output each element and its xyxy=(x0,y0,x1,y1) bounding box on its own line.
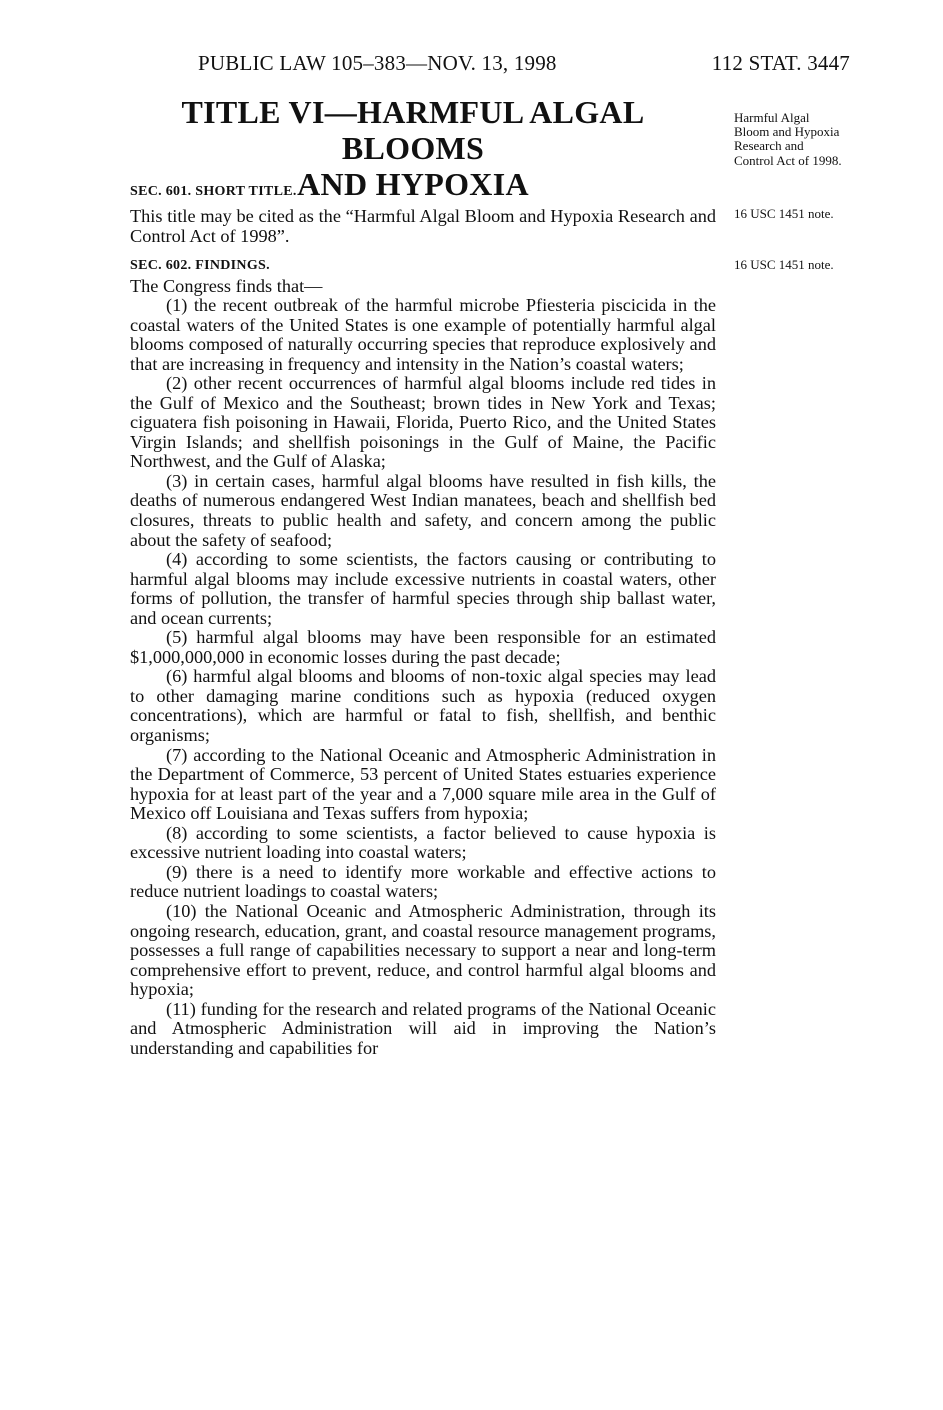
findings-intro: The Congress finds that— xyxy=(130,276,323,296)
finding-4: (4) according to some scientists, the factors causing or contributing to harmful algal blooms may include excessive nutrients in coastal waters, other forms of pollution, the transfer of harmful species through ship ballast water, and ocean currents; xyxy=(130,549,716,628)
finding-6: (6) harmful algal blooms and blooms of non-toxic algal species may lead to other damaging marine conditions such as hypoxia (reduced oxygen concentrations), which are harmful or fatal to fish, shellfish, and benthic organisms; xyxy=(130,666,716,746)
title-line-1: TITLE VI—HARMFUL ALGAL BLOOMS xyxy=(181,94,645,166)
finding-7: (7) according to the National Oceanic and Atmospheric Administration in the Department of Commerce, 53 percent of United States estuaries experience hypoxia for at least part of the year and a 7,000 square mile area in the Gulf of Mexico off Louisiana and Texas suffers from hypoxia; xyxy=(130,744,716,824)
margin-note-act-name: Harmful Algal Bloom and Hypoxia Research and Control Act of 1998. xyxy=(734,110,842,168)
finding-2: (2) other recent occurrences of harmful algal blooms include red tides in the Gulf of Mexico and the Southeast; brown tides in New York and Texas; ciguatera fish poisoning in Hawaii, Florida, Puerto Rico, and the United States Virgin Islands; and shellfish poisonings in the Gulf of Maine, the Pacific Northwest, and the Gulf of Alaska; xyxy=(130,373,716,472)
finding-9: (9) there is a need to identify more workable and effective actions to reduce nutrient loadings to coastal waters; xyxy=(130,861,716,902)
margin-note-usc-602: 16 USC 1451 note. xyxy=(734,257,834,272)
statute-page-number: 112 STAT. 3447 xyxy=(711,51,850,75)
finding-8: (8) according to some scientists, a factor believed to cause hypoxia is excessive nutrient loading into coastal waters; xyxy=(130,822,716,863)
finding-1: (1) the recent outbreak of the harmful microbe Pfiesteria piscicida in the coastal waters of the United States is one example of potentially harmful algal blooms composed of naturally occurring species that reproduce explosively and that are increasing in frequency and intensity in the Nation’s coastal waters; xyxy=(130,295,716,374)
finding-11: (11) funding for the research and related programs of the National Oceanic and Atmospheric Administration will aid in improving the Nation’s understanding and capabilities for xyxy=(130,998,716,1058)
margin-note-usc-601: 16 USC 1451 note. xyxy=(734,206,834,221)
public-law-citation: PUBLIC LAW 105–383—NOV. 13, 1998 xyxy=(198,51,557,75)
section-601-heading: SEC. 601. SHORT TITLE. xyxy=(130,184,297,199)
finding-10: (10) the National Oceanic and Atmospheric Administration, through its ongoing research, education, grant, and coastal resource management programs, possesses a full range of capabilities necessary to support a near and long-term comprehensive effort to prevent, reduce, and control harmful algal blooms and hypoxia; xyxy=(130,900,716,1000)
findings-list xyxy=(130,296,716,1058)
running-header xyxy=(130,51,850,81)
finding-5: (5) harmful algal blooms may have been responsible for an estimated $1,000,000,000 in economic losses during the past decade; xyxy=(130,627,716,667)
short-title-body: This title may be cited as the “Harmful Algal Bloom and Hypoxia Research and Control Act of 1998”. xyxy=(130,206,716,246)
section-601-text xyxy=(130,207,716,246)
section-602-heading: SEC. 602. FINDINGS. xyxy=(130,258,270,273)
title-line-2: AND HYPOXIA xyxy=(297,166,529,202)
finding-3: (3) in certain cases, harmful algal blooms have resulted in fish kills, the deaths of numerous endangered West Indian manatees, beach and shellfish bed closures, threats to public health and safety, and concern among the public about the safety of seafood; xyxy=(130,470,716,550)
